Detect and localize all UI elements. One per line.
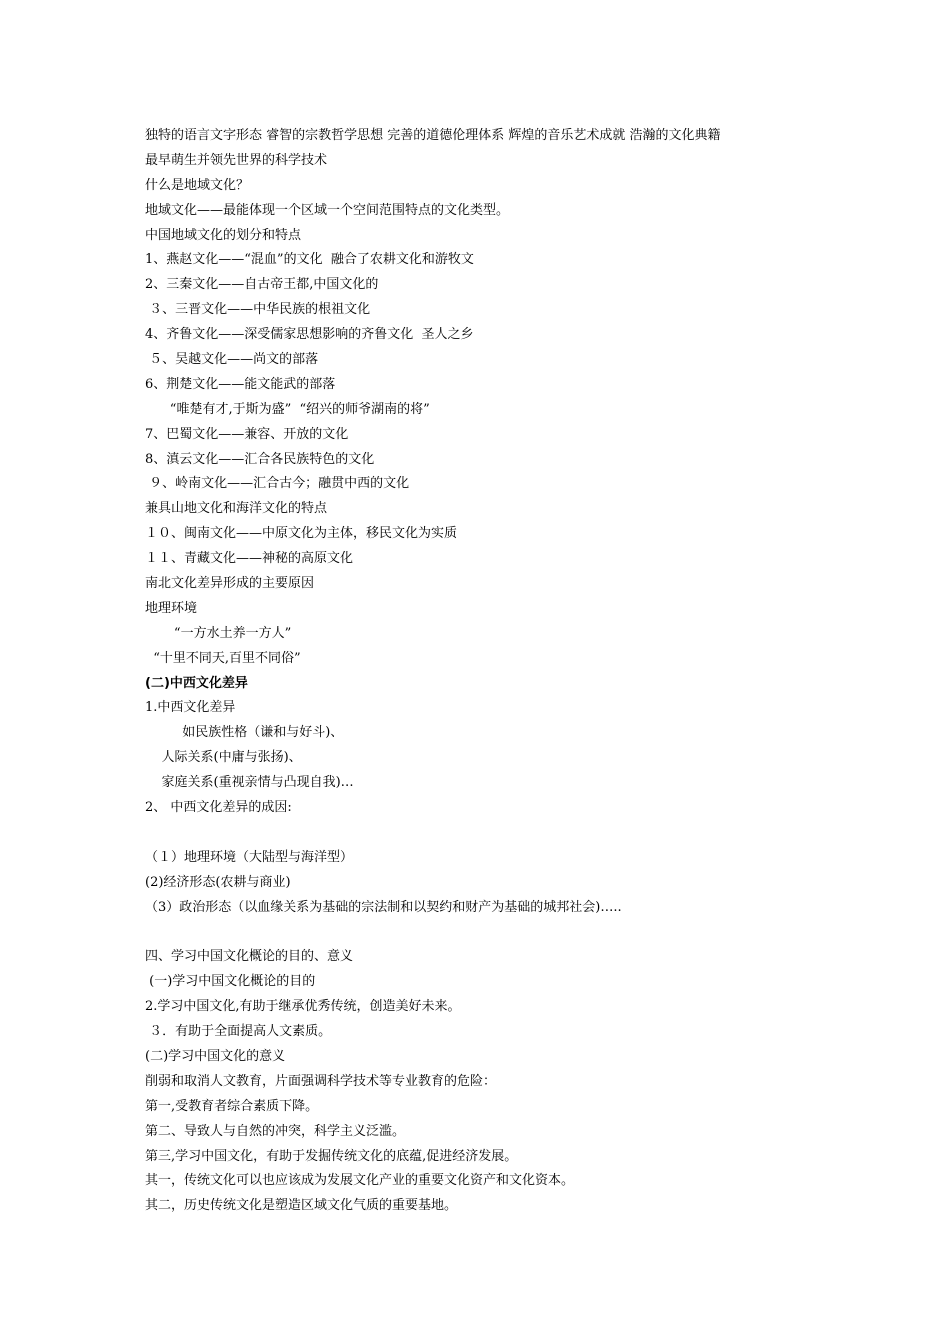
text-line-40: 第一,受教育者综合素质下降。	[145, 1098, 319, 1114]
document-page	[145, 124, 845, 1219]
text-line-42: 第三,学习中国文化，有助于发掘传统文化的底蕴,促进经济发展。	[145, 1148, 518, 1164]
text-line-31: (2)经济形态(农耕与商业)	[145, 874, 291, 890]
text-line-17: １０、闽南文化——中原文化为主体，移民文化为实质	[145, 526, 458, 542]
text-line-4: 地域文化——最能体现一个区域一个空间范围特点的文化类型。	[145, 202, 510, 218]
text-line-28: 2、 中西文化差异的成因:	[145, 800, 292, 816]
text-line-8: ３、三晋文化——中华民族的根祖文化	[145, 302, 371, 318]
text-line-14: 8、滇云文化——汇合各民族特色的文化	[145, 451, 375, 467]
text-line-43: 其一，传统文化可以也应该成为发展文化产业的重要文化资产和文化资本。	[145, 1173, 575, 1189]
text-line-9: 4、齐鲁文化——深受儒家思想影响的齐鲁文化 圣人之乡	[145, 327, 474, 343]
text-line-19: 南北文化差异形成的主要原因	[145, 576, 315, 592]
text-line-1: 独特的语言文字形态 睿智的宗教哲学思想 完善的道德伦理体系 辉煌的音乐艺术成就 浩瀚的文化典籍	[145, 128, 721, 143]
text-line-36: 2.学习中国文化,有助于继承优秀传统，创造美好未来。	[145, 999, 461, 1015]
text-line-2: 最早萌生并领先世界的科学技术	[145, 152, 328, 168]
text-line-41: 第二、导致人与自然的冲突，科学主义泛滥。	[145, 1123, 406, 1139]
text-line-18: １１、青藏文化——神秘的高原文化	[145, 551, 354, 567]
text-line-39: 削弱和取消人文教育，片面强调科学技术等专业教育的危险：	[145, 1073, 497, 1089]
text-line-44: 其二，历史传统文化是塑造区域文化气质的重要基地。	[145, 1198, 458, 1214]
text-line-30: （１）地理环境（大陆型与海洋型）	[145, 849, 354, 865]
text-line-6: 1、燕赵文化——“混血”的文化 融合了农耕文化和游牧文	[145, 252, 474, 268]
text-line-24: 1.中西文化差异	[145, 700, 236, 716]
text-line-38: (二)学习中国文化的意义	[145, 1048, 286, 1064]
blank-line	[145, 921, 845, 946]
text-line-27: 家庭关系(重视亲情与凸现自我)…	[145, 775, 354, 791]
text-line-37: ３．有助于全面提高人文素质。	[145, 1024, 332, 1040]
section-heading: (二)中西文化差异	[145, 675, 248, 691]
text-line-16: 兼具山地文化和海洋文化的特点	[145, 501, 328, 517]
text-line-21: “一方水土养一方人”	[145, 625, 292, 641]
text-line-20: 地理环境	[145, 600, 198, 616]
text-line-10: ５、吴越文化——尚文的部落	[145, 352, 319, 368]
text-line-26: 人际关系(中庸与张扬)、	[145, 750, 302, 766]
text-line-32: （3）政治形态（以血缘关系为基础的宗法制和以契约和财产为基础的城邦社会)…..	[145, 899, 622, 915]
text-line-35: (一)学习中国文化概论的目的	[145, 974, 316, 990]
text-line-13: 7、巴蜀文化——兼容、开放的文化	[145, 426, 349, 442]
text-line-15: ９、岭南文化——汇合古今；融贯中西的文化	[145, 476, 410, 492]
text-line-22: “十里不同天,百里不同俗”	[145, 650, 301, 666]
text-line-7: 2、三秦文化——自古帝王都,中国文化的	[145, 277, 379, 293]
text-line-12: “唯楚有才,于斯为盛” “绍兴的师爷湖南的将”	[145, 401, 430, 417]
blank-line	[145, 821, 845, 846]
text-line-34: 四、学习中国文化概论的目的、意义	[145, 949, 354, 965]
text-line-25: 如民族性格（谦和与好斗)、	[145, 725, 344, 741]
text-line-5: 中国地域文化的划分和特点	[145, 227, 302, 243]
text-line-11: 6、荆楚文化——能文能武的部落	[145, 376, 336, 392]
text-line-3: 什么是地域文化？	[145, 177, 250, 193]
